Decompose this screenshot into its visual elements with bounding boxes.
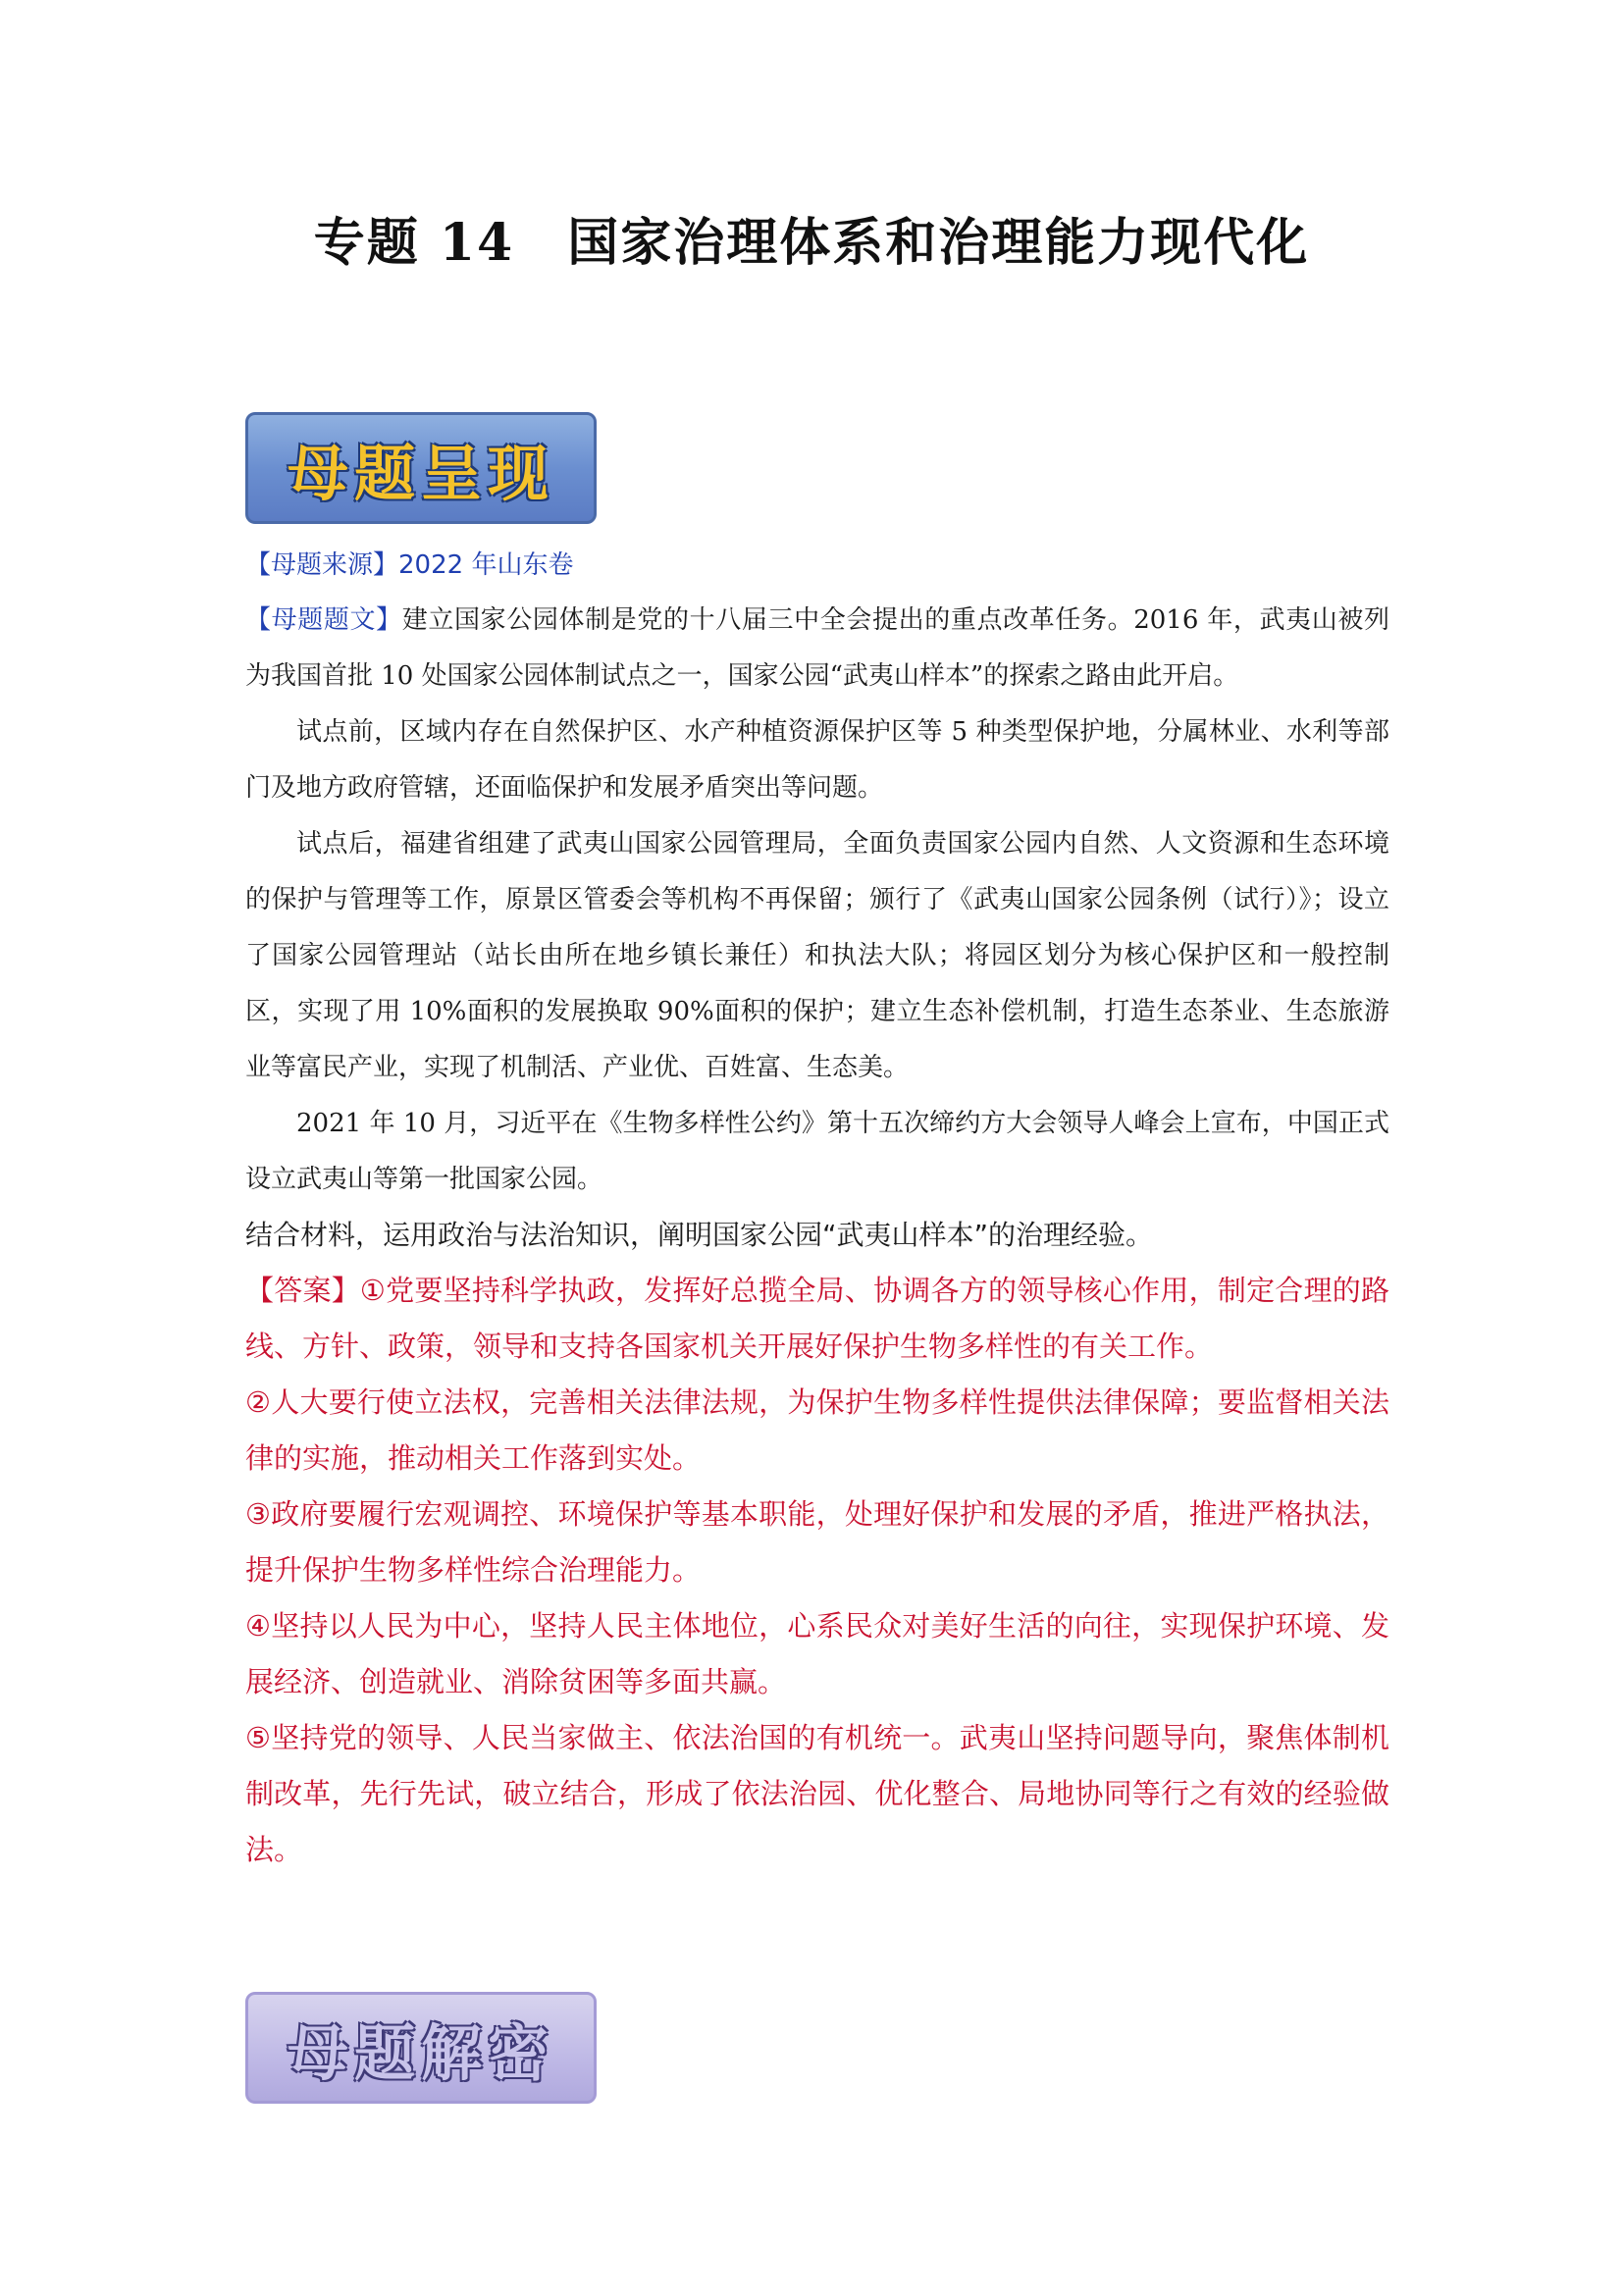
answer-point-5: ⑤坚持党的领导、人民当家做主、依法治国的有机统一。武夷山坚持问题导向，聚焦体制机制改革，先行先试，破立结合，形成了依法治园、优化整合、局地协同等行之有效的经验做法。: [245, 1721, 1389, 1866]
answer-point-3: ③政府要履行宏观调控、环境保护等基本职能，处理好保护和发展的矛盾，推进严格执法，提升保护生物多样性综合治理能力。: [245, 1497, 1389, 1587]
answer-point-2: ②人大要行使立法权，完善相关法律法规，为保护生物多样性提供法律保障；要监督相关法律的实施，推动相关工作落到实处。: [245, 1385, 1389, 1475]
answer-point-4: ④坚持以人民为中心，坚持人民主体地位，心系民众对美好生活的向往，实现保护环境、发展经济、创造就业、消除贫困等多面共赢。: [245, 1609, 1389, 1698]
question-paragraph-1: [245, 593, 1389, 704]
question-paragraph-1-text: 建立国家公园体制是党的十八届三中全会提出的重点改革任务。2016 年，武夷山被列为我国首批 10 处国家公园体制试点之一，国家公园“武夷山样本”的探索之路由此开启。: [245, 605, 1389, 691]
answer-label: 【答案】: [245, 1274, 360, 1307]
section-badge-mother-decode: 母题解密: [245, 1992, 597, 2104]
source-label: 【母题来源】: [245, 550, 399, 580]
page-title: 专题 14 国家治理体系和治理能力现代化: [313, 213, 1310, 273]
source-value: 2022 年山东卷: [398, 550, 574, 580]
question-content: [245, 538, 1389, 1878]
question-paragraph-4: 2021 年 10 月，习近平在《生物多样性公约》第十五次缔约方大会领导人峰会上宣布，中国正式设立武夷山等第一批国家公园。: [245, 1109, 1389, 1194]
source-line: [245, 538, 1389, 593]
answer-point-1-text: ①党要坚持科学执政，发挥好总揽全局、协调各方的领导核心作用，制定合理的路线、方针、政策，领导和支持各国家机关开展好保护生物多样性的有关工作。: [245, 1274, 1389, 1363]
question-paragraph-3: 试点后，福建省组建了武夷山国家公园管理局，全面负责国家公园内自然、人文资源和生态环境的保护与管理等工作，原景区管委会等机构不再保留；颁行了《武夷山国家公园条例（试行）》；设立了国家公园管理站（站长由所在地乡镇长兼任）和执法大队；将园区划分为核心保护区和一般控制区，实现了用 10%面积的发展换取 90%面积的保护；建立生态补偿机制，打造生态茶业、生态旅游业等富民产业，实现了机制活、产业优、百姓富、生态美。: [245, 829, 1389, 1082]
question-paragraph-2: 试点前，区域内存在自然保护区、水产种植资源保护区等 5 种类型保护地，分属林业、水利等部门及地方政府管辖，还面临保护和发展矛盾突出等问题。: [245, 717, 1389, 803]
answer-point-1: [245, 1263, 1389, 1375]
question-text-label: 【母题题文】: [245, 605, 402, 635]
question-prompt: 结合材料，运用政治与法治知识，阐明国家公园“武夷山样本”的治理经验。: [245, 1219, 1154, 1251]
section-badge-mother-question: 母题呈现: [245, 412, 597, 524]
